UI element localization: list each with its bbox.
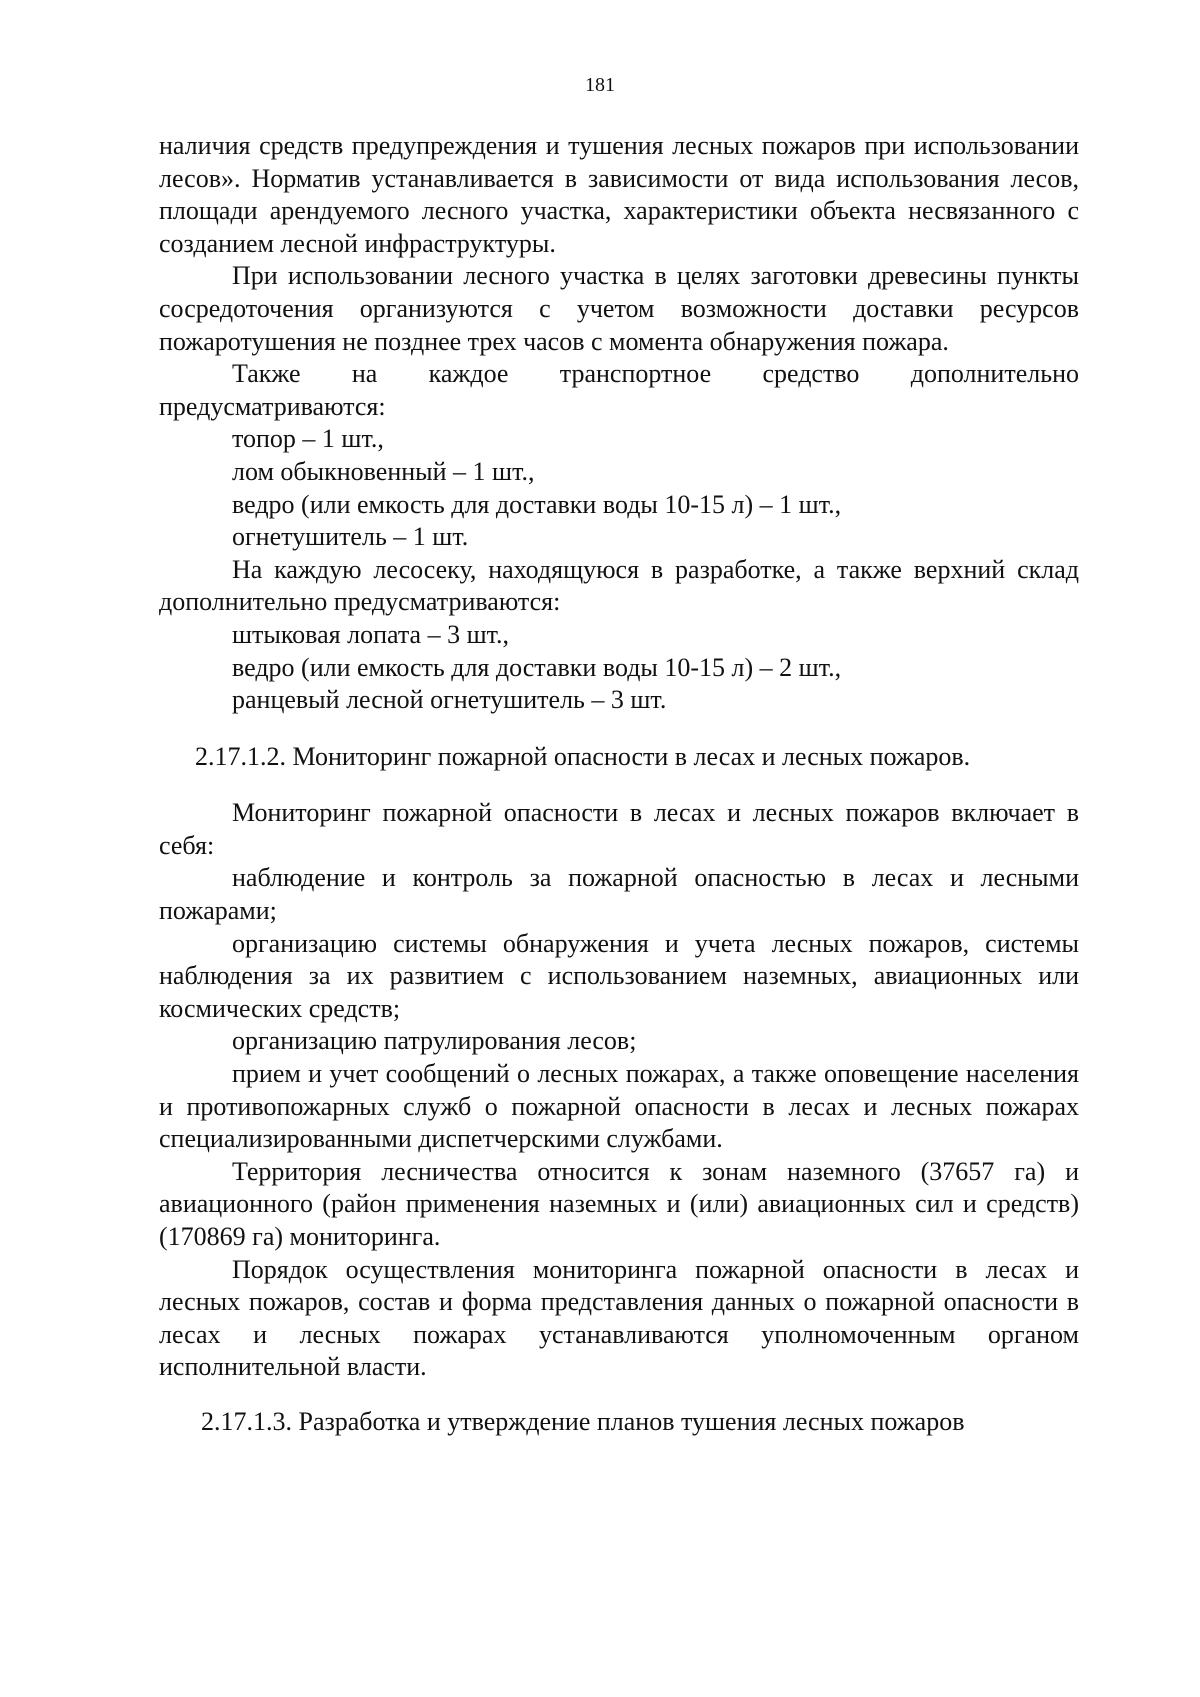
list-item: организацию системы обнаружения и учета лесных пожаров, системы наблюдения за их развитием с использованием наземных, авиационных или космических средств; xyxy=(159,928,1079,1023)
list-item: ведро (или емкость для доставки воды 10-15 л) – 2 шт., xyxy=(232,652,842,682)
list-item: наблюдение и контроль за пожарной опасностью в лесах и лесными пожарами; xyxy=(159,863,1079,926)
paragraph-cutting-area-intro: На каждую лесосеку, находящуюся в разработке, а также верхний склад дополнительно предусматриваются: xyxy=(159,554,1079,617)
section-heading-2-17-1-3: 2.17.1.3. Разработка и утверждение планов тушения лесных пожаров xyxy=(201,1406,965,1436)
paragraph-monitoring-intro: Мониторинг пожарной опасности в лесах и лесных пожаров включает в себя: xyxy=(159,798,1079,860)
paragraph-vehicle-equipment-intro: Также на каждое транспортное средство дополнительно предусматриваются: xyxy=(159,359,1079,421)
list-item: ведро (или емкость для доставки воды 10-15 л) – 1 шт., xyxy=(232,489,842,519)
list-item: топор – 1 шт., xyxy=(232,424,384,454)
section-spacer xyxy=(159,717,1079,741)
paragraph-territory-zones: Территория лесничества относится к зонам наземного (37657 га) и авиационного (район применения наземных и (или) авиационных сил и средств) (170869 га) мониторинга. xyxy=(159,1156,1079,1251)
page-number: 181 xyxy=(585,74,615,96)
page-body xyxy=(159,130,1079,1439)
paragraph-monitoring-procedure: Порядок осуществления мониторинга пожарной опасности в лесах и лесных пожаров, состав и форма представления данных о пожарной опасности в лесах и лесных пожарах устанавливаются уполномоченным органом исполнительной власти. xyxy=(159,1254,1079,1382)
list-item: организацию патрулирования лесов; xyxy=(232,1026,637,1056)
monitoring-list xyxy=(159,862,1079,1155)
list-item: ранцевый лесной огнетушитель – 3 шт. xyxy=(232,685,667,715)
section-spacer xyxy=(159,773,1079,797)
list-item: прием и учет сообщений о лесных пожарах, а также оповещение населения и противопожарных служб о пожарной опасности в лесах и лесных пожарах специализированными диспетчерскими службами. xyxy=(159,1059,1079,1154)
cutting-area-equipment-list xyxy=(159,619,1079,717)
section-heading-2-17-1-2: 2.17.1.2. Мониторинг пожарной опасности в лесах и лесных пожаров. xyxy=(195,741,971,771)
list-item: лом обыкновенный – 1 шт., xyxy=(232,456,535,486)
paragraph-continuation: наличия средств предупреждения и тушения лесных пожаров при использовании лесов». Норматив устанавливается в зависимости от вида использования лесов, площади арендуемого лесного участка, характеристики объекта несвязанного с созданием лесной инфраструктуры. xyxy=(159,131,1079,258)
section-spacer xyxy=(159,1384,1079,1406)
list-item: штыковая лопата – 3 шт., xyxy=(232,619,509,649)
list-item: огнетушитель – 1 шт. xyxy=(232,522,469,552)
paragraph-assembly-points: При использовании лесного участка в целях заготовки древесины пункты сосредоточения организуются с учетом возможности доставки ресурсов пожаротушения не позднее трех часов с момента обнаружения пожара. xyxy=(159,261,1079,356)
vehicle-equipment-list xyxy=(159,423,1079,553)
